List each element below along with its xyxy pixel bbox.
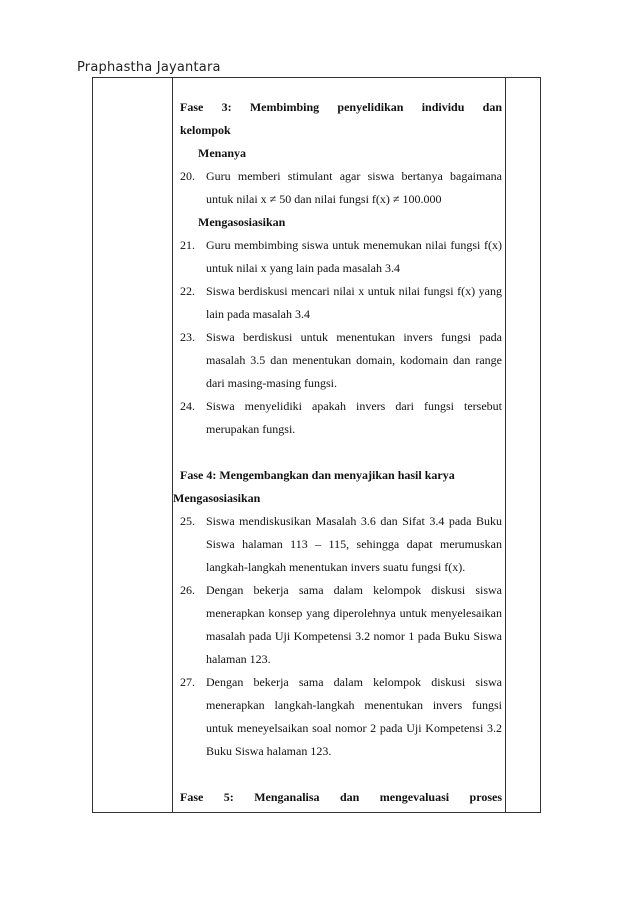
item-number: 24. — [180, 399, 195, 413]
steps-list-mengasosiasikan — [180, 234, 502, 441]
list-item — [180, 234, 502, 280]
subheading-mengasosiasikan: Mengasosiasikan — [198, 215, 286, 229]
steps-list-menanya — [180, 165, 502, 211]
list-item — [180, 395, 502, 441]
item-text: Siswa berdiskusi untuk menentukan invers fungsi pada masalah 3.5 dan menentukan domain, kodomain dan range dari masing-masing fungsi. — [206, 330, 502, 390]
list-item — [180, 579, 502, 671]
item-number: 26. — [180, 583, 195, 597]
list-item — [180, 510, 502, 579]
phase-3-title: Fase 3: Membimbing penyelidikan individu dan — [180, 100, 502, 114]
item-text: Siswa menyelidiki apakah invers dari fungsi tersebut merupakan fungsi. — [206, 399, 502, 436]
subheading-mengasosiasikan-2: Mengasosiasikan — [173, 491, 261, 505]
table-column-divider-left — [172, 78, 173, 813]
spacer — [180, 441, 502, 464]
item-text: Dengan bekerja sama dalam kelompok diskusi siswa menerapkan langkah-langkah menentukan invers fungsi untuk meneyelsaikan soal nomor 2 pada Uji Kompetensi 3.2 Buku Siswa halaman 123. — [206, 675, 502, 758]
table-column-divider-right — [505, 78, 506, 813]
item-text: Siswa berdiskusi mencari nilai x untuk nilai fungsi f(x) yang lain pada masalah 3.4 — [206, 284, 502, 321]
item-number: 27. — [180, 675, 195, 689]
item-number: 25. — [180, 514, 195, 528]
item-number: 20. — [180, 169, 195, 183]
item-number: 22. — [180, 284, 195, 298]
list-item — [180, 165, 502, 211]
steps-list-phase-4 — [180, 510, 502, 763]
item-number: 23. — [180, 330, 195, 344]
list-item — [180, 671, 502, 763]
activity-cell — [173, 96, 502, 809]
list-item — [180, 280, 502, 326]
item-text: Siswa mendiskusikan Masalah 3.6 dan Sifat 3.4 pada Buku Siswa halaman 113 – 115, sehingga dapat merumuskan langkah-langkah menentukan invers suatu fungsi f(x). — [206, 514, 502, 574]
phase-4-title: Fase 4: Mengembangkan dan menyajikan hasil karya — [180, 468, 455, 482]
item-number: 21. — [180, 238, 195, 252]
item-text: Dengan bekerja sama dalam kelompok diskusi siswa menerapkan konsep yang diperolehnya untuk menyelesaikan masalah pada Uji Kompetensi 3.2 nomor 1 pada Buku Siswa halaman 123. — [206, 583, 502, 666]
list-item — [180, 326, 502, 395]
spacer — [180, 763, 502, 786]
phase-3-title-continued: kelompok — [180, 123, 231, 137]
phase-5-title: Fase 5: Menganalisa dan mengevaluasi proses — [180, 790, 502, 804]
table-row-divider — [92, 812, 541, 813]
author-name: Praphastha Jayantara — [77, 60, 221, 75]
subheading-menanya: Menanya — [198, 146, 246, 160]
item-text: Guru membimbing siswa untuk menemukan nilai fungsi f(x) untuk nilai x yang lain pada masalah 3.4 — [206, 238, 502, 275]
item-text: Guru memberi stimulant agar siswa bertanya bagaimana untuk nilai x ≠ 50 dan nilai fungsi f(x) ≠ 100.000 — [206, 169, 502, 206]
